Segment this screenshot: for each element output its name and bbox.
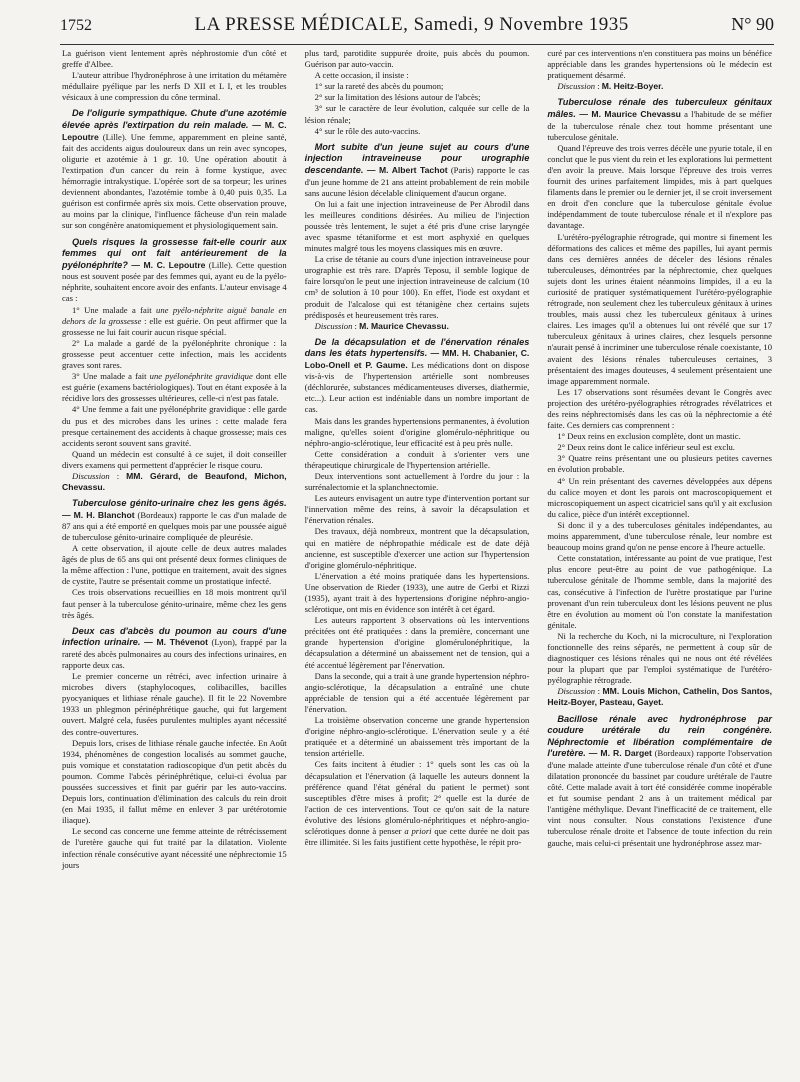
article-paragraph (547, 97, 772, 142)
paragraph-text: Si donc il y a des tuberculoses génitales indépendantes, au moins apparemment, d'une tuberculose rénale, leur nombre est beaucoup moins grand qu'on ne pense encore à l'heure actuelle. (547, 519, 772, 553)
body-paragraph (305, 759, 530, 848)
column-middle (303, 48, 532, 1074)
paragraph-text: La guérison vient lentement après néphrostomie d'un côté et greffe d'Albee. (62, 48, 287, 70)
paragraph-text: 1° Deux reins en exclusion complète, dont un mastic. (557, 431, 741, 442)
paragraph-text: plus tard, parotidite suppurée droite, puis abcès du poumon. Guérison par auto-vaccin. (304, 48, 530, 70)
body-paragraph (62, 826, 287, 870)
paragraph-text: Mais dans les grandes hypertensions permanentes, à évolution maligne, qu'elles soient d'origine glomérulo-néphritique ou néphro-angio-sclérotique, leur efficacité est à peu près nulle. (304, 415, 530, 448)
discussion-names: M. Heitz-Boyer. (601, 81, 664, 92)
paragraph-text: 3° sur le caractère de leur évolution, calquée sur celle de la lésion rénale; (304, 103, 530, 125)
page-header (60, 14, 774, 44)
article-paragraph (305, 142, 530, 199)
body-paragraph (305, 715, 530, 759)
body-paragraph (62, 48, 287, 70)
paragraph-text: 3° Quatre reins présentant une ou plusieurs petites cavernes en évolution probable. (547, 453, 772, 475)
article-paragraph (62, 626, 287, 671)
article-author: — M. C. Lepoutre (127, 259, 206, 270)
body-paragraph (62, 449, 287, 471)
discussion-line: Discussion : M. Maurice Chevassu. (314, 320, 449, 331)
paragraph-text: L'urétéro-pyélographie rétrograde, qui montre si finement les déformations des calices et même des papilles, lui ayant permis dans ces dernières années de déceler des lésions rénales tuberculeuses, démontrées par la néphrectomie, chez quelques sujets dont les urines étaient néanmoins limpides, il a eu la curiosité de pratiquer systématiquement l'urétéro-pyélographie rétrograde, non seulement chez les tuberculeux génitaux à urines troubles, mais aussi chez les tuberculeux génitaux à urines claires. Les images qu'il a obtenues lui ont révélé que sur 17 tuberculeux génitaux à urines claires, chez lesquels personne n'aurait pensé à incriminer une tuberculose rénale coexistante, 10 avaient des lésions rénales tuberculeuses certaines, 3 présentaient des images douteuses, 4 seulement présentaient une image apparemment normale. (547, 231, 772, 386)
column-right (545, 48, 774, 1074)
paragraph-text: curé par ces interventions n'en constituera pas moins un bénéfice appréciable dans les grandes hypertensions où le médecin est pratiquement désarmé. (547, 48, 772, 81)
body-paragraph (305, 471, 530, 493)
discussion-label: Discussion (72, 470, 110, 481)
article-heading: De l'oligurie sympathique. Chute d'une azotémie élevée après l'extirpation du rein malade. (62, 108, 287, 131)
paragraph-text: 2° La malade a gardé de la pyélonéphrite chronique : la grossesse peut accentuer cette infection, mais les accidents graves sont rares. (62, 337, 287, 371)
paragraph-text: Depuis lors, crises de lithiase rénale gauche infectée. En Août 1934, phénomènes de congestion localisés au sommet gauche, puis vomique et constatation radioscopique d'un petit abcès du poumon. Comme l'abcès périnéphrétique, celui-ci évolua par poussées successives et finit par guérir par les auto-vaccins. Depuis lors, continuation d'élimination des calculs du rein droit (en Mai 1935, il fallut même en enlever 3 par urétérotomie iliaque). (62, 737, 287, 826)
paragraph-text: Quand un médecin est consulté à ce sujet, il doit conseiller divers examens qui permettent d'apprécier le risque couru. (62, 448, 287, 470)
paragraph-text: Des travaux, déjà nombreux, montrent que la décapsulation, qui en matière de néphropathie médicale est de date déjà ancienne, est susceptible d'exercer une action sur l'hypertension d'origine glomérulo-néphritique. (304, 526, 530, 570)
emphasis-text: a priori (404, 825, 432, 836)
article-author: — M. Albert Tachot (363, 164, 448, 175)
body-paragraph (62, 738, 287, 827)
paragraph-text: Cette considération a conduit à s'orienter vers une thérapeutique chirurgicale de l'hypertension artérielle. (304, 448, 530, 470)
paragraph-text: (Bordeaux) rapporte l'observation d'une malade atteinte d'une tuberculose rénale d'un côté et d'une dilatation prononcée du bassinet par coudure urétérale de l'autre côté. Cette malade avait à tort été considérée comme inopérable et fut soumise pendant 2 ans à un traitement médical par l'antigène méthylique. Devant l'inefficacité de ce traitement, elle vint nous consulter. Nous constations l'existence d'une tuberculose rénale droite et l'absence de toute infection du rein gauche, mais celui-ci présentait une hydronéphrose assez mar- (547, 748, 772, 848)
text-columns (60, 48, 774, 1074)
body-paragraph (547, 553, 772, 631)
article-heading: Tuberculose génito-urinaire chez les gens âgés. (72, 498, 287, 509)
discussion-label: Discussion (314, 320, 353, 331)
paragraph-text: (Lille). Une femme, apparemment en pleine santé, fait des accidents aigus douloureux dans un rein avec syncopes, oligurie et azotémie à 1 gr. 10. Une opération aboutit à l'extirpation d'un cancer du rein à forme kystique, avec hémorragie intrakystique. L'opérée sort de sa torpeur; les urines deviennent abondantes, l'azotémie tombe à 0,40 puis 0,35. La guérison est confirmée après six mois. Cette observation prouve, au moins par la clinique, l'influence fâcheuse d'un rein malade sur son congénère anatomiquement et physiologiquement sain. (62, 131, 287, 231)
body-paragraph (547, 520, 772, 553)
discussion-line: Discussion : MM. Louis Michon, Cathelin, Dos Santos, Heitz-Boyer, Pasteau, Gayet. (547, 686, 772, 708)
discussion-label: Discussion (557, 686, 596, 697)
article-heading: Bacillose rénale avec hydronéphrose par coudure urétérale du rein congénère. Néphrectomie et libération complémentaire de l'uretère. (547, 713, 772, 759)
body-paragraph (305, 449, 530, 471)
body-paragraph (305, 81, 530, 92)
paragraph-text: Les auteurs rapportent 3 observations où les interventions précitées ont été pratiquées : dans la première, concernant une grande hypertension d'origine glomérulonéphritique, la décapsulation a déterminé un abaissement net de tension, qui a été accentué légèrement par l'énervation. (304, 615, 530, 670)
body-paragraph (62, 70, 287, 103)
body-paragraph (547, 143, 772, 232)
paragraph-text: 1° sur la rareté des abcès du poumon; (314, 81, 444, 92)
body-paragraph (305, 416, 530, 449)
article-heading: Mort subite d'un jeune sujet au cours d'une injection intraveineuse pour urographie descendante. (304, 141, 530, 175)
header-rule (60, 44, 774, 45)
body-paragraph (62, 671, 287, 738)
body-paragraph (305, 199, 530, 254)
paragraph-text: Quand l'épreuve des trois verres décèle une pyurie totale, il en conclut que le pus vient du rein et les explorations lui permettent d'en avoir la preuve. Mais lorsque l'épreuve des trois verres fournit des urines parfaitement limpides, mis à part quelques filaments dans le premier ou le dernier jet, il se croit inversement en droit d'en conclure que la tuberculose génitale évolue indépendamment de toute tuberculose rénale et il n'explore pas davantage. (547, 142, 772, 231)
paragraph-text: dont elle est guérie (examens bactériologiques). Tout en étant exposée à la récidive lors des grossesses ultérieures, celle-ci n'est pas fatale. (62, 371, 287, 404)
body-paragraph (305, 526, 530, 570)
article-heading: Deux cas d'abcès du poumon au cours d'une infection urinaire. (62, 625, 287, 648)
body-paragraph (547, 387, 772, 431)
paragraph-text: Les 17 observations sont résumées devant le Congrès avec projection des urétéro-pyélographies rétrogrades révélatrices et des reins néphrectomisés dans les cas où la néphrectomie a été faite. Ces derniers cas comprennent : (547, 386, 772, 431)
body-paragraph (305, 126, 530, 137)
page-number: 1752 (60, 17, 92, 34)
paragraph-text: 1° Une malade a fait (72, 304, 157, 315)
paragraph-text: L'auteur attribue l'hydronéphrose à une irritation du métamère médullaire pyélique par les nerfs D XII et L I, et les troubles vésicaux à une compression du cône terminal. (62, 70, 287, 103)
paragraph-text: 2° sur la limitation des lésions autour de l'abcès; (314, 92, 481, 103)
paragraph-text: Deux interventions sont actuellement à l'ordre du jour : la surrénalectomie et la splanchnectomie. (304, 470, 530, 493)
paragraph-text: La crise de tétanie au cours d'une injection intraveineuse pour urographie est très rare. D'après Teposu, il semble logique de faire lorsqu'on le peut une injection intraveineuse de calcium (10 cm³ de solution à 10 pour 100). En effet, l'iode est oxydant et produit de l'alcalose qui est tétanigène chez certains sujets prédisposés et heureusement très rares. (304, 254, 530, 320)
article-author: — MM. H. Chabanier, C. Lobo-Onell et P. Gaume. (304, 348, 530, 371)
paragraph-text: L'énervation a été moins pratiquée dans les hypertensions. Une observation de Rieder (1933), une autre de Gerbi et Rizzi (1935), ayant trait à des hypertensions d'origine néphro-angio-sclérotique, ont mis en évidence son intérêt à cet égard. (304, 570, 530, 615)
article-heading: Quels risques la grossesse fait-elle courir aux femmes qui ont fait antérieurement de la pyélonéphrite? (62, 236, 287, 270)
paragraph-text: a l'habitude de se méfier de la tuberculose rénale chez tout homme présentant une tuberculose génitale. (547, 108, 772, 142)
paragraph-text: Le premier concerne un rétréci, avec infection urinaire à microbes divers (staphylocoques, colibacilles, bacilles pyocyaniques et lithiase rénale gauche). Il fit le 22 Novembre 1933 un phlegmon périnéphrétique gauche, qui fut largement ouvert. Malgré cela, fusées purulentes multiples ayant nécessité des contre-ouvertures. (62, 671, 287, 737)
paragraph-text: Ces faits incitent à étudier : 1° quels sont les cas où la décapsulation et l'énervation (à laquelle les auteurs donnent la préférence quand l'état général du patient le permet) sont susceptibles d'être mises à profit; 2° quelle est la durée de l'action de ces interventions. Tout ce qu'on sait de la nature évolutive des lésions glomérulo-néphritiques et néphro-angio-sclérotiques donne à penser (304, 759, 530, 836)
discussion-names: MM. Gérard, de Beaufond, Michon, Chevassu. (62, 470, 287, 493)
article-author: — M. C. Lepoutre (62, 120, 287, 142)
journal-title: LA PRESSE MÉDICALE, Samedi, 9 Novembre 1935 (194, 14, 629, 35)
body-paragraph (547, 442, 772, 453)
discussion-line: Discussion : MM. Gérard, de Beaufond, Michon, Chevassu. (62, 470, 287, 493)
article-paragraph (62, 108, 287, 231)
discussion-names: M. Maurice Chevassu. (359, 320, 449, 331)
body-paragraph (547, 453, 772, 475)
paragraph-text: A cette occasion, il insiste : (314, 70, 409, 81)
body-paragraph (62, 338, 287, 371)
paragraph-text: 4° Une femme a fait une pyélonéphrite gravidique : elle garde du pus et des microbes dans les urines : cette malade fera presque certainement des accidents à chaque grossesse; mais ces accidents seront souvent sans gravité. (62, 404, 287, 448)
issue-number: N° 90 (731, 14, 774, 34)
body-paragraph (305, 571, 530, 615)
emphasis-text: une pyélo-néphrite aiguë banale en dehors de la grossesse (62, 304, 287, 326)
body-paragraph (547, 476, 772, 520)
paragraph-text: A cette observation, il ajoute celle de deux autres malades âgés de plus de 65 ans qui ont présenté deux formes cliniques de la même affection : l'une, pottique en traitement, avait des signes de cystite, l'autre se présentait comme un prostatique infecté. (62, 543, 287, 587)
paragraph-text: Les auteurs envisagent un autre type d'intervention portant sur l'innervation même des reins, à savoir la décapsulation et l'énervation rénales. (304, 493, 530, 526)
body-paragraph (547, 232, 772, 387)
discussion-names: MM. Louis Michon, Cathelin, Dos Santos, Heitz-Boyer, Pasteau, Gayet. (547, 686, 772, 708)
paragraph-text: 2° Deux reins dont le calice inférieur seul est exclu. (557, 442, 735, 453)
emphasis-text: une pyélonéphrite gravidique (149, 371, 253, 382)
paragraph-text: On lui a fait une injection intraveineuse de Per Abrodil dans les meilleures conditions désirées. Au milieu de l'injection poussée très lentement, le sujet a été pris d'une crise laryngée avec spasme tétaniforme et est mort asphyxié en quelques minutes malgré tous les moyens classiques mis en œuvre. (304, 198, 530, 254)
body-paragraph (305, 70, 530, 81)
paragraph-text: Cette constatation, intéressante au point de vue pratique, l'est plus encore peut-être au point de vue pathogénique. La tuberculose génitale de l'homme semble, dans la majorité des cas, consécutive à l'infection de l'urètre prostatique par l'urine provenant d'un rein tuberculeux dont les lésions peuvent ne plus être en évolution au moment où l'on constate la manifestation génitale. (547, 553, 772, 630)
article-paragraph (547, 714, 772, 849)
discussion-label: Discussion (557, 81, 596, 92)
article-paragraph (62, 237, 287, 305)
article-paragraph (62, 498, 287, 543)
body-paragraph (62, 305, 287, 338)
discussion-line: Discussion : M. Heitz-Boyer. (557, 81, 664, 92)
body-paragraph (305, 103, 530, 125)
paragraph-text: (Bordeaux) rapporte le cas d'un malade de 87 ans qui a été emporté en quelques mois par une poussée aiguë de tuberculose génito-urinaire compliquée de pleurésie. (62, 509, 287, 542)
paragraph-text: 3° Une malade a fait (72, 371, 150, 382)
article-author: — M. Thévenot (140, 637, 208, 648)
article-heading: De la décapsulation et de l'énervation rénales dans les états hypertensifs. (304, 336, 530, 359)
paragraph-text: Le second cas concerne une femme atteinte de rétrécissement de l'uretère gauche qui fut traité par la dilatation. Violente infection rénale consécutive ayant nécessité une néphrectomie 15 jours (62, 826, 287, 870)
column-left (60, 48, 289, 1074)
body-paragraph (62, 371, 287, 404)
article-author: — M. R. Darget (585, 748, 652, 759)
paragraph-text: Ces trois observations recueillies en 18 mois montrent qu'il faut penser à la tuberculose génito-urinaire, même chez les gens très âgés. (62, 587, 287, 620)
article-author: — M. Maurice Chevassu (575, 108, 681, 119)
body-paragraph (305, 254, 530, 321)
paragraph-text: Ni la recherche du Koch, ni la microculture, ni l'exploration fonctionnelle des reins séparés, ne permettent à coup sûr de diagnostiquer ces lésions rénales qui ne nous ont été révélées pour la plupart que par l'emploi systématique de l'urétéro-pyélographie rétrograde. (547, 630, 772, 686)
article-author: — M. H. Blanchot (62, 509, 135, 520)
paragraph-text: Les médications dont on dispose vis-à-vis de l'hypertension artérielle sont nombreuses (déchlorurée, substances médicamenteuses diverses, diathermie, etc...). Leur action est indéniable dans un nombre important de cas. (304, 360, 530, 415)
paragraph-text: (Lille). Cette question nous est souvent posée par des femmes qui, ayant eu de la pyélo-néphrite, souhaitent encore avoir des enfants. L'auteur envisage 4 cas : (62, 259, 287, 304)
body-paragraph (547, 431, 772, 442)
article-paragraph (305, 337, 530, 416)
paragraph-text: (Lyon), frappé par la rareté des abcès pulmonaires au cours des infections urinaires, en rapporte deux cas. (62, 637, 287, 670)
paragraph-text: (Paris) rapporte le cas d'un jeune homme de 21 ans atteint probablement de rein mobile sans aucune lésion décelable cliniquement d'aucun organe. (304, 164, 530, 198)
body-paragraph (62, 404, 287, 448)
body-paragraph (305, 615, 530, 670)
body-paragraph (305, 671, 530, 715)
body-paragraph (547, 631, 772, 686)
body-paragraph (305, 92, 530, 103)
article-heading: Tuberculose rénale des tuberculeux génitaux mâles. (547, 97, 772, 119)
paragraph-text: que cette durée ne doit pas être illimitée. Si les faits justifient cette hypothèse, le répit pro- (304, 825, 530, 848)
body-paragraph (305, 493, 530, 526)
paragraph-text: : elle est guérie. On peut affirmer que la grossesse ne lui fait courir aucun risque spécial. (62, 315, 287, 337)
body-paragraph (62, 543, 287, 587)
paragraph-text: 4° Un rein présentant des cavernes développées aux dépens du calice moyen et dont les parois ont macroscopiquement et microscopiquement un aspect cicatriciel sans qu'il y ait exclusion du calice, pièce d'un intérêt exceptionnel. (547, 475, 772, 519)
body-paragraph (62, 587, 287, 620)
paragraph-text: Dans la seconde, qui a trait à une grande hypertension néphro-angio-sclérotique, la décapsulation a entraîné une chute appréciable de tension qui a été accentuée légèrement par l'énervation. (304, 670, 530, 714)
body-paragraph (547, 48, 772, 81)
paragraph-text: 4° sur le rôle des auto-vaccins. (314, 125, 421, 136)
paragraph-text: La troisième observation concerne une grande hypertension d'origine néphro-angio-sclérotique. L'énervation seule y a été pratiquée et a déterminé un abaissement très important de la tension artérielle. (304, 715, 530, 759)
body-paragraph (305, 48, 530, 70)
